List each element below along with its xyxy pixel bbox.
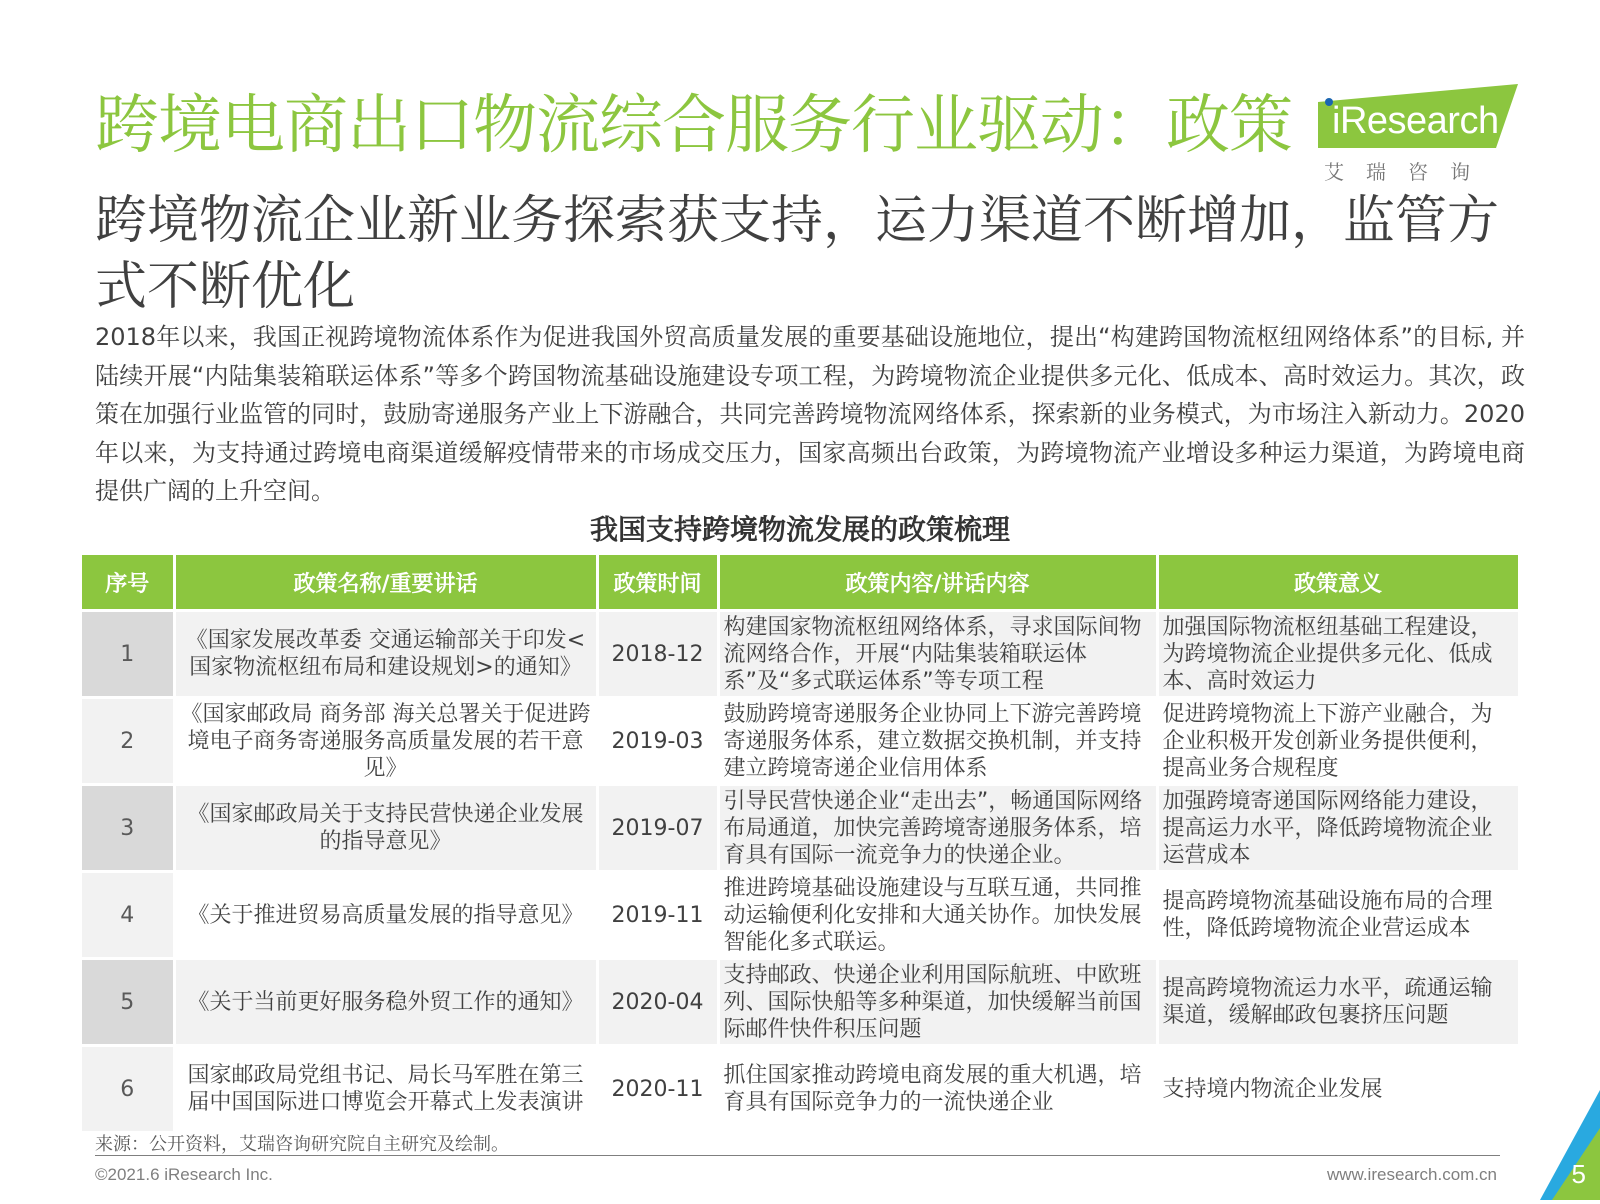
header-policy-date: 政策时间 [597,555,718,611]
header-policy-meaning: 政策意义 [1157,555,1519,611]
cell-no: 3 [82,785,174,872]
cell-policy-date: 2019-07 [597,785,718,872]
cell-policy-name: 《国家邮政局 商务部 海关总署关于促进跨境电子商务寄递服务高质量发展的若干意见》 [174,698,597,785]
table-title: 我国支持跨境物流发展的政策梳理 [589,513,1010,546]
cell-policy-date: 2018-12 [597,611,718,698]
cell-no: 6 [82,1046,174,1133]
cell-no: 4 [82,872,174,959]
cell-policy-content: 鼓励跨境寄递服务企业协同上下游完善跨境寄递服务体系，建立数据交换机制，并支持建立跨境寄递企业信用体系 [718,698,1157,785]
header-no: 序号 [82,555,174,611]
header-policy-content: 政策内容/讲话内容 [718,555,1157,611]
website-link[interactable]: www.iresearch.com.cn [1326,1165,1497,1184]
header-policy-name: 政策名称/重要讲话 [174,555,597,611]
cell-policy-meaning: 提高跨境物流基础设施布局的合理性，降低跨境物流企业营运成本 [1157,872,1519,959]
cell-policy-content: 引导民营快递企业“走出去”，畅通国际网络布局通道，加快完善跨境寄递服务体系，培育具有国际一流竞争力的快递企业。 [718,785,1157,872]
corner-triangles-icon [1540,1090,1600,1200]
table-row [82,872,1519,959]
page-number: 5 [1571,1159,1586,1189]
cell-policy-content: 抓住国家推动跨境电商发展的重大机遇，培育具有国际竞争力的一流快递企业 [718,1046,1157,1133]
iresearch-logo [1318,84,1528,184]
cell-policy-content: 推进跨境基础设施建设与互联互通，共同推动运输便利化安排和大通关协作。加快发展智能化多式联运。 [718,872,1157,959]
cell-policy-name: 《关于当前更好服务稳外贸工作的通知》 [174,959,597,1046]
cell-policy-name: 国家邮政局党组书记、局长马军胜在第三届中国国际进口博览会开幕式上发表演讲 [174,1046,597,1133]
cell-policy-meaning: 加强跨境寄递国际网络能力建设，提高运力水平，降低跨境物流企业运营成本 [1157,785,1519,872]
logo-wordmark: iResearch [1332,100,1499,142]
table-row [82,611,1519,698]
cell-policy-name: 《关于推进贸易高质量发展的指导意见》 [174,872,597,959]
page-title: 跨境电商出口物流综合服务行业驱动：政策 [95,89,1292,163]
table-row [82,698,1519,785]
intro-paragraph: 2018年以来，我国正视跨境物流体系作为促进我国外贸高质量发展的重要基础设施地位，提出“构建跨国物流枢纽网络体系”的目标, 并陆续开展“内陆集装箱联运体系”等多个跨国物流基础设施建设专项工程，为跨境物流企业提供多元化、低成本、高时效运力。其次，政策在加强行业监管的同时，鼓励寄递服务产业上下游融合，共同完善跨境物流网络体系，探索新的业务模式，为市场注入新动力。2020年以来，为支持通过跨境电商渠道缓解疫情带来的市场成交压力，国家高频出台政策，为跨境物流产业增设多种运力渠道，为跨境电商提供广阔的上升空间。 [95,323,1525,505]
table-row [82,785,1519,872]
cell-policy-content: 支持邮政、快递企业利用国际航班、中欧班列、国际快船等多种渠道，加快缓解当前国际邮件快件积压问题 [718,959,1157,1046]
cell-policy-name: 《国家发展改革委 交通运输部关于印发<国家物流枢纽布局和建设规划>的通知》 [174,611,597,698]
footer-divider [95,1155,1500,1156]
cell-no: 5 [82,959,174,1046]
source-note: 来源：公开资料，艾瑞咨询研究院自主研究及绘制。 [95,1134,509,1155]
cell-no: 2 [82,698,174,785]
cell-policy-meaning: 支持境内物流企业发展 [1157,1046,1519,1133]
table-header-row [82,555,1519,611]
cell-policy-name: 《国家邮政局关于支持民营快递企业发展的指导意见》 [174,785,597,872]
cell-policy-content: 构建国家物流枢纽网络体系，寻求国际间物流网络合作，开展“内陆集装箱联运体系”及“多式联运体系”等专项工程 [718,611,1157,698]
cell-policy-meaning: 提高跨境物流运力水平，疏通运输渠道，缓解邮政包裹挤压问题 [1157,959,1519,1046]
copyright-text: ©2021.6 iResearch Inc. [95,1165,273,1184]
table-row [82,1046,1519,1133]
cell-policy-meaning: 加强国际物流枢纽基础工程建设，为跨境物流企业提供多元化、低成本、高时效运力 [1157,611,1519,698]
cell-policy-meaning: 促进跨境物流上下游产业融合，为企业积极开发创新业务提供便利，提高业务合规程度 [1157,698,1519,785]
logo-chinese-name: 艾瑞咨询 [1324,160,1492,184]
policy-table [82,555,1521,1134]
cell-policy-date: 2020-04 [597,959,718,1046]
cell-policy-date: 2020-11 [597,1046,718,1133]
table-row [82,959,1519,1046]
cell-no: 1 [82,611,174,698]
corner-decoration [1540,1090,1600,1200]
cell-policy-date: 2019-03 [597,698,718,785]
page-subtitle: 跨境物流企业新业务探索获支持，运力渠道不断增加，监管方式不断优化 [95,191,1500,317]
cell-policy-date: 2019-11 [597,872,718,959]
